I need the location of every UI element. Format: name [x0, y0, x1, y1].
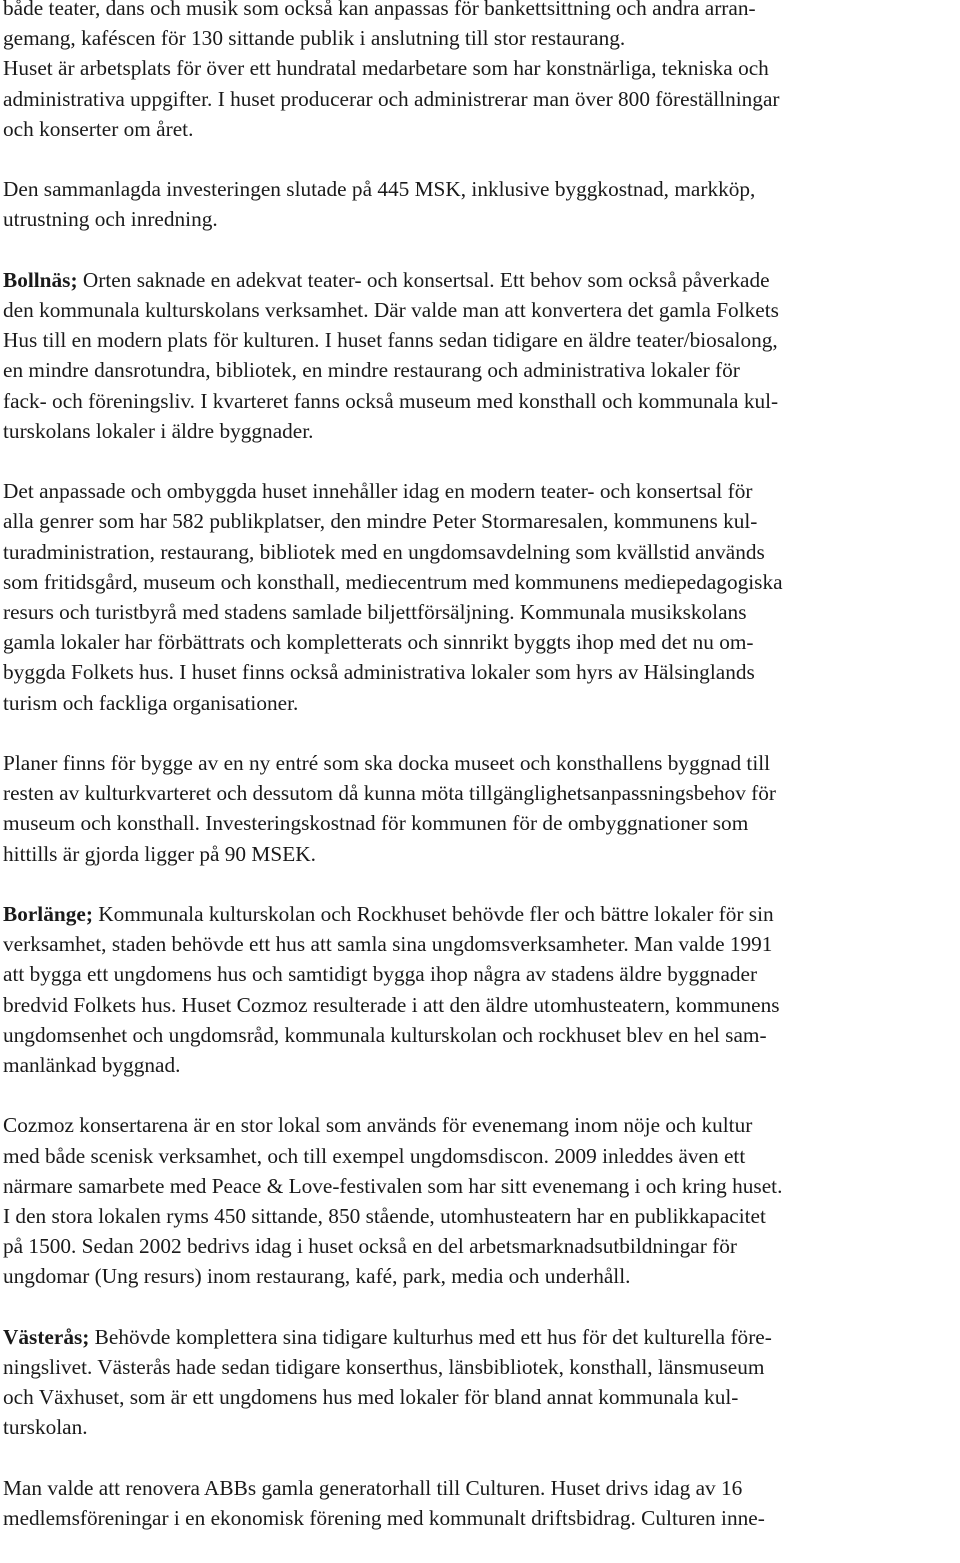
- document-page: [3, 0, 957, 1563]
- paragraph-bollnas-plans: [3, 748, 957, 869]
- paragraph-borlange: [3, 899, 957, 1080]
- paragraph-text: Den sammanlagda investeringen slutade på 445 MSK, inklusive byggkostnad, markköp, utrustning och inredning.: [3, 177, 756, 232]
- paragraph-text: Behövde komplettera sina tidigare kulturhus med ett hus för det kulturella före- ningslivet. Västerås hade sedan tidigare konserthus, länsbibliotek, konsthall, länsmuseum och Växhuset, som är ett ungdomens hus med lokaler för bland annat kommunala kul- turskolan.: [3, 1324, 772, 1440]
- place-heading-bollnas: Bollnäs;: [3, 267, 78, 292]
- paragraph-text: både teater, dans och musik som också kan anpassas för bankettsittning och andra arran- gemang, kaféscen för 130 sittande publik i anslutning till stor restaurang. Huset är arbetsplats för över ett hundratal medarbetare som har konstnärliga, tekniska och administrativa uppgifter. I huset producerar och administrerar man över 800 föreställningar och konserter om året.: [3, 0, 780, 141]
- paragraph-text: Orten saknade en adekvat teater- och konsertsal. Ett behov som också påverkade den kommunala kulturskolans verksamhet. Där valde man att konvertera det gamla Folkets Hus till en modern plats för kulturen. I huset fanns sedan tidigare en äldre teater/biosalong, en mindre dansrotundra, bibliotek, en mindre restaurang och administrativa lokaler för fack- och föreningsliv. I kvarteret fanns också museum med konsthall och kommunala kul- turskolans lokaler i äldre byggnader.: [3, 267, 779, 443]
- paragraph-bollnas-rebuild: [3, 476, 957, 718]
- paragraph-text: Man valde att renovera ABBs gamla generatorhall till Culturen. Huset drivs idag av 16 medlemsföreningar i en ekonomisk förening med kommunalt driftsbidrag. Culturen inne-: [3, 1475, 765, 1531]
- paragraph-culturen: [3, 1473, 957, 1533]
- place-heading-vasteras: Västerås;: [3, 1324, 90, 1349]
- paragraph-text: Kommunala kulturskolan och Rockhuset behövde fler och bättre lokaler för sin verksamhet, staden behövde ett hus att samla sina ungdomsverksamheter. Man valde 1991 att bygga ett ungdomens hus och samtidigt bygga ihop några av stadens äldre byggnader bredvid Folkets hus. Huset Cozmoz resulterade i att den äldre utomhusteatern, kommunens ungdomsenhet och ungdomsråd, kommunala kulturskolan och rockhuset blev en hel sam- manlänkad byggnad.: [3, 902, 780, 1078]
- paragraph-text: Planer finns för bygge av en ny entré som ska docka museet och konsthallens byggnad till resten av kulturkvarteret och dessutom då kunna möta tillgänglighetsanpassningsbehov för museum och konsthall. Investeringskostnad för kommunen för de ombyggnationer som hittills är gjorda ligger på 90 MSEK.: [3, 751, 777, 866]
- paragraph-cozmoz: [3, 1110, 957, 1291]
- paragraph-text: Det anpassade och ombyggda huset innehåller idag en modern teater- och konsertsal för alla genrer som har 582 publikplatser, den mindre Peter Stormaresalen, kommunens kul- turadministration, restaurang, bibliotek med en ungdomsavdelning som kvällstid används som fritidsgård, museum och konsthall, mediecentrum med kommunens mediepedagogiska resurs och turistbyrå med stadens samlade biljettförsäljning. Kommunala musikskolans gamla lokaler har förbättrats och kompletterats och sinnrikt byggts ihop med det nu om- byggda Folkets hus. I huset finns också administrativa lokaler som hyrs av Hälsinglands turism och fackliga organisationer.: [3, 479, 783, 715]
- paragraph-vasteras: [3, 1322, 957, 1443]
- paragraph-bollnas: [3, 265, 957, 446]
- paragraph-text: Cozmoz konsertarena är en stor lokal som används för evenemang inom nöje och kultur med både scenisk verksamhet, och till exempel ungdomsdiscon. 2009 inleddes även ett närmare samarbete med Peace & Love-festivalen som har sitt evenemang i och kring huset. I den stora lokalen ryms 450 sittande, 850 stående, utomhusteatern har en publikkapacitet på 1500. Sedan 2002 bedrivs idag i huset också en del arbetsmarknadsutbildningar för ungdomar (Ung resurs) inom restaurang, kafé, park, media och underhåll.: [3, 1113, 783, 1289]
- place-heading-borlange: Borlänge;: [3, 902, 93, 927]
- paragraph-stockholm-house: [3, 0, 957, 144]
- paragraph-investment: [3, 174, 957, 234]
